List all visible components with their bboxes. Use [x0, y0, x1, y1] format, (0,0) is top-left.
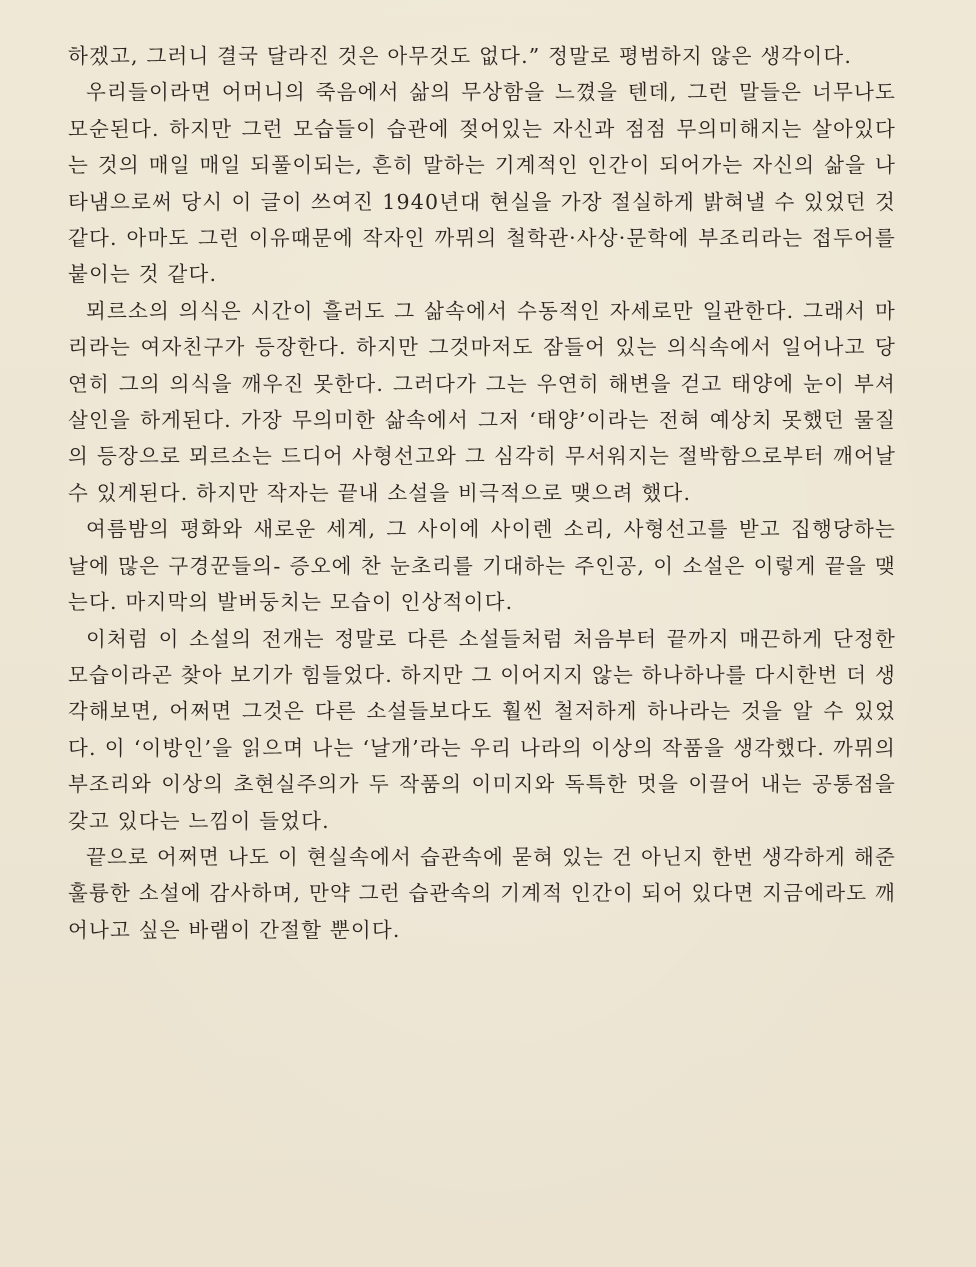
body-text	[68, 38, 896, 948]
paragraph-death-of-mother: 우리들이라면 어머니의 죽음에서 삶의 무상함을 느꼈을 텐데, 그런 말들은 너무나도 모순된다. 하지만 그런 모습들이 습관에 젖어있는 자신과 점점 무의미해지는 살아있다는 것의 매일 매일 되풀이되는, 흔히 말하는 기계적인 인간이 되어가는 자신의 삶을 나타냄으로써 당시 이 글이 쓰여진 1940년대 현실을 가장 절실하게 밝혀낼 수 있었던 것 같다. 아마도 그런 이유때문에 작자인 까뮈의 철학관·사상·문학에 부조리라는 접두어를 붙이는 것 같다.	[68, 80, 896, 287]
paragraph-continuation: 하겠고, 그러니 결국 달라진 것은 아무것도 없다.” 정말로 평범하지 않은 생각이다.	[68, 44, 853, 68]
paragraph-novel-structure: 이처럼 이 소설의 전개는 정말로 다른 소설들처럼 처음부터 끝까지 매끈하게 단정한 모습이라곤 찾아 보기가 힘들었다. 하지만 그 이어지지 않는 하나하나를 다시한번 더 생각해보면, 어쩌면 그것은 다른 소설들보다도 훨씬 철저하게 하나라는 것을 알 수 있었다. 이 ‘이방인’을 읽으며 나는 ‘날개’라는 우리 나라의 이상의 작품을 생각했다. 까뮈의 부조리와 이상의 초현실주의가 두 작품의 이미지와 독특한 멋을 이끌어 내는 공통점을 갖고 있다는 느낌이 들었다.	[68, 626, 896, 833]
paragraph-conclusion: 끝으로 어쩌면 나도 이 현실속에서 습관속에 묻혀 있는 건 아닌지 한번 생각하게 해준 훌륭한 소설에 감사하며, 만약 그런 습관속의 기계적 인간이 되어 있다면 지금에라도 깨어나고 싶은 바램이 간절할 뿐이다.	[68, 844, 896, 942]
paragraph-meursault-consciousness: 뫼르소의 의식은 시간이 흘러도 그 삶속에서 수동적인 자세로만 일관한다. 그래서 마리라는 여자친구가 등장한다. 하지만 그것마저도 잠들어 있는 의식속에서 일어나고 당연히 그의 의식을 깨우진 못한다. 그러다가 그는 우연히 해변을 걷고 태양에 눈이 부셔 살인을 하게된다. 가장 무의미한 삶속에서 그저 ‘태양’이라는 전혀 예상치 못했던 물질의 등장으로 뫼르소는 드디어 사형선고와 그 심각히 무서워지는 절박함으로부터 깨어날 수 있게된다. 하지만 작자는 끝내 소설을 비극적으로 맺으려 했다.	[68, 298, 896, 505]
paragraph-summer-night: 여름밤의 평화와 새로운 세계, 그 사이에 사이렌 소리, 사형선고를 받고 집행당하는 날에 많은 구경꾼들의- 증오에 찬 눈초리를 기대하는 주인공, 이 소설은 이렇게 끝을 맺는다. 마지막의 발버둥치는 모습이 인상적이다.	[68, 517, 896, 615]
